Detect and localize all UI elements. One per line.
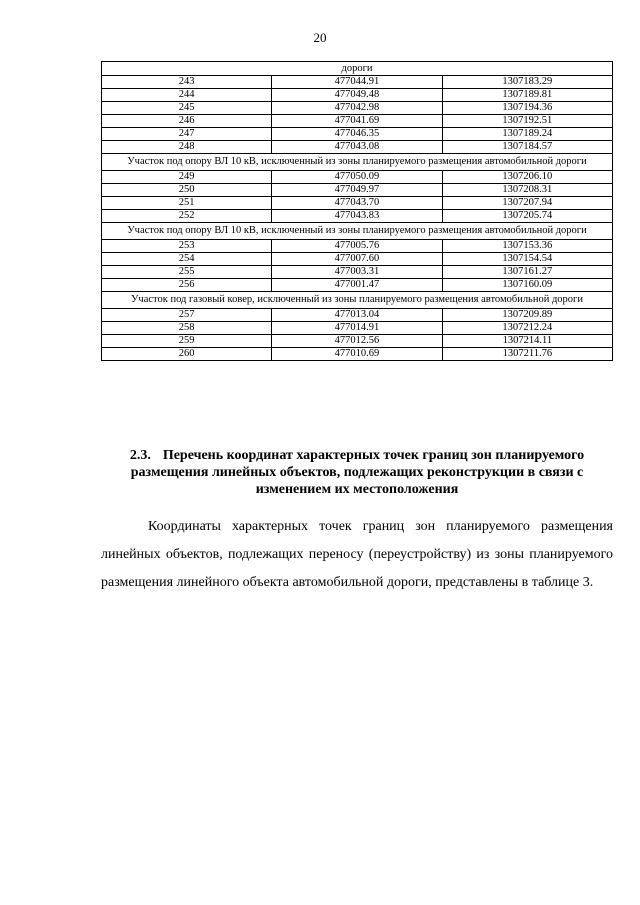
y-coordinate-cell: 1307208.31 (442, 184, 612, 197)
y-coordinate-cell: 1307209.89 (442, 309, 612, 322)
y-coordinate-cell: 1307153.36 (442, 240, 612, 253)
x-coordinate-cell: 477007.60 (272, 253, 442, 266)
y-coordinate-cell: 1307189.81 (442, 89, 612, 102)
point-number-cell: 258 (102, 322, 272, 335)
y-coordinate-cell: 1307212.24 (442, 322, 612, 335)
table-row (102, 322, 613, 335)
table-row (102, 279, 613, 292)
point-number-cell: 257 (102, 309, 272, 322)
x-coordinate-cell: 477050.09 (272, 171, 442, 184)
x-coordinate-cell: 477044.91 (272, 76, 442, 89)
x-coordinate-cell: 477001.47 (272, 279, 442, 292)
section-row-label: дороги (102, 62, 613, 76)
table-row (102, 348, 613, 361)
table-section-row (102, 154, 613, 171)
table-row (102, 115, 613, 128)
table-section-row (102, 223, 613, 240)
point-number-cell: 256 (102, 279, 272, 292)
table-row (102, 240, 613, 253)
table-row (102, 253, 613, 266)
section-title: Перечень координат характерных точек границ зон планируемого размещения линейных объектов, подлежащих реконструкции в связи с изменением их местоположения (130, 448, 585, 497)
point-number-cell: 243 (102, 76, 272, 89)
x-coordinate-cell: 477046.35 (272, 128, 442, 141)
table-row (102, 141, 613, 154)
coordinates-table-body (102, 62, 613, 361)
table-row (102, 266, 613, 279)
y-coordinate-cell: 1307194.36 (442, 102, 612, 115)
point-number-cell: 259 (102, 335, 272, 348)
y-coordinate-cell: 1307189.24 (442, 128, 612, 141)
point-number-cell: 244 (102, 89, 272, 102)
table-row (102, 89, 613, 102)
y-coordinate-cell: 1307214.11 (442, 335, 612, 348)
table-row (102, 335, 613, 348)
x-coordinate-cell: 477041.69 (272, 115, 442, 128)
table-section-row (102, 292, 613, 309)
y-coordinate-cell: 1307207.94 (442, 197, 612, 210)
point-number-cell: 254 (102, 253, 272, 266)
y-coordinate-cell: 1307154.54 (442, 253, 612, 266)
table-row (102, 171, 613, 184)
x-coordinate-cell: 477014.91 (272, 322, 442, 335)
table-row (102, 76, 613, 89)
point-number-cell: 251 (102, 197, 272, 210)
x-coordinate-cell: 477042.98 (272, 102, 442, 115)
section-heading (101, 447, 613, 498)
y-coordinate-cell: 1307205.74 (442, 210, 612, 223)
point-number-cell: 260 (102, 348, 272, 361)
x-coordinate-cell: 477010.69 (272, 348, 442, 361)
table-row (102, 210, 613, 223)
x-coordinate-cell: 477043.08 (272, 141, 442, 154)
x-coordinate-cell: 477043.70 (272, 197, 442, 210)
coordinates-table (101, 61, 613, 361)
point-number-cell: 245 (102, 102, 272, 115)
point-number-cell: 248 (102, 141, 272, 154)
section-row-label: Участок под опору ВЛ 10 кВ, исключенный из зоны планируемого размещения автомобильной дороги (102, 154, 613, 171)
table-row (102, 184, 613, 197)
table-row (102, 309, 613, 322)
y-coordinate-cell: 1307161.27 (442, 266, 612, 279)
x-coordinate-cell: 477049.48 (272, 89, 442, 102)
body-paragraph: Координаты характерных точек границ зон планируемого размещения линейных объектов, подлежащих переносу (переустройству) из зоны планируемого размещения линейного объекта автомобильной дороги, представлены в таблице 3. (101, 519, 613, 590)
y-coordinate-cell: 1307206.10 (442, 171, 612, 184)
table-row (102, 128, 613, 141)
point-number-cell: 247 (102, 128, 272, 141)
y-coordinate-cell: 1307160.09 (442, 279, 612, 292)
y-coordinate-cell: 1307184.57 (442, 141, 612, 154)
x-coordinate-cell: 477005.76 (272, 240, 442, 253)
table-row (102, 197, 613, 210)
y-coordinate-cell: 1307192.51 (442, 115, 612, 128)
point-number-cell: 246 (102, 115, 272, 128)
x-coordinate-cell: 477012.56 (272, 335, 442, 348)
table-row (102, 102, 613, 115)
section-number: 2.3. (129, 448, 151, 463)
x-coordinate-cell: 477003.31 (272, 266, 442, 279)
point-number-cell: 253 (102, 240, 272, 253)
point-number-cell: 255 (102, 266, 272, 279)
y-coordinate-cell: 1307211.76 (442, 348, 612, 361)
point-number-cell: 250 (102, 184, 272, 197)
x-coordinate-cell: 477013.04 (272, 309, 442, 322)
section-row-label: Участок под опору ВЛ 10 кВ, исключенный из зоны планируемого размещения автомобильной дороги (102, 223, 613, 240)
point-number-cell: 252 (102, 210, 272, 223)
x-coordinate-cell: 477049.97 (272, 184, 442, 197)
point-number-cell: 249 (102, 171, 272, 184)
x-coordinate-cell: 477043.83 (272, 210, 442, 223)
table-section-row (102, 62, 613, 76)
page-number: 20 (313, 30, 327, 45)
y-coordinate-cell: 1307183.29 (442, 76, 612, 89)
section-row-label: Участок под газовый ковер, исключенный из зоны планируемого размещения автомобильной дороги (102, 292, 613, 309)
